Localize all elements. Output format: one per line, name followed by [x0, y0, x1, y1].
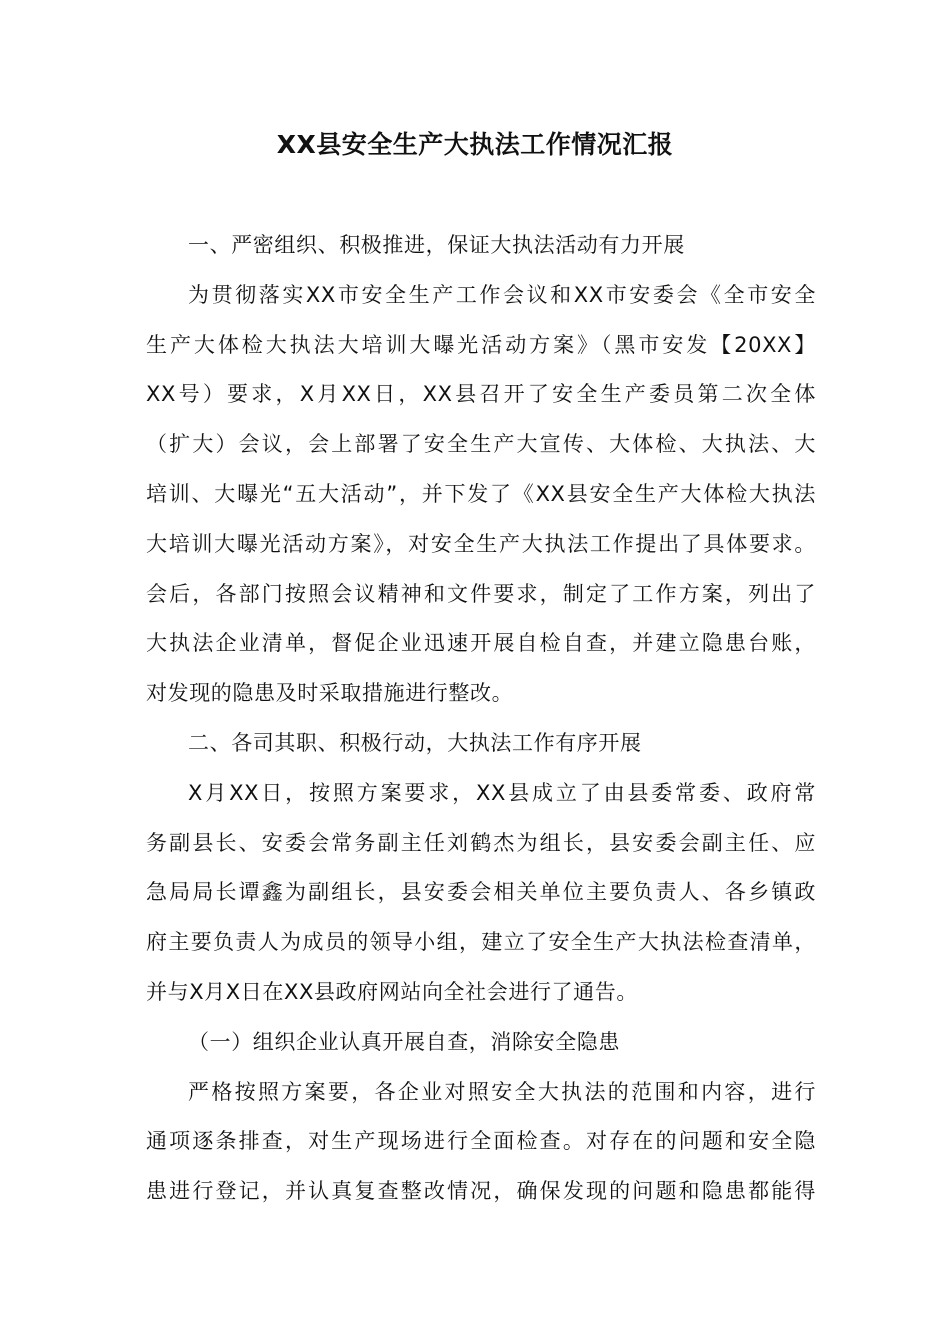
subsection-heading: （一）组织企业认真开展自查，消除安全隐患 — [188, 1029, 620, 1054]
paragraph-line: （扩大）会议，会上部署了安全生产大宣传、大体检、大执法、大 — [146, 432, 816, 457]
paragraph-line: 府主要负责人为成员的领导小组，建立了安全生产大执法检查清单， — [146, 930, 816, 955]
paragraph-line: 急局局长谭鑫为副组长，县安委会相关单位主要负责人、各乡镇政 — [146, 880, 816, 905]
section-heading: 一、严密组织、积极推进，保证大执法活动有力开展 — [188, 233, 685, 257]
paragraph-line: 大执法企业清单，督促企业迅速开展自检自查，并建立隐患台账， — [146, 631, 816, 656]
document-title: XX县安全生产大执法工作情况汇报 — [276, 130, 674, 159]
paragraph-line: 对发现的隐患及时采取措施进行整改。 — [146, 681, 514, 706]
paragraph-line: XX号）要求，X月XX日，XX县召开了安全生产委员第二次全体 — [146, 382, 816, 407]
paragraph-line: 严格按照方案要，各企业对照安全大执法的范围和内容，进行 — [188, 1079, 816, 1104]
paragraph-line: 大培训大曝光活动方案》，对安全生产大执法工作提出了具体要求。 — [146, 531, 816, 556]
paragraph-line: 为贯彻落实XX市安全生产工作会议和XX市安委会《全市安全 — [188, 282, 816, 307]
paragraph-line: 并与X月X日在XX县政府网站向全社会进行了通告。 — [146, 979, 638, 1004]
paragraph-line: 患进行登记，并认真复查整改情况，确保发现的问题和隐患都能得 — [146, 1179, 816, 1204]
paragraph-line: 会后，各部门按照会议精神和文件要求，制定了工作方案，列出了 — [146, 581, 816, 606]
paragraph-line: 务副县长、安委会常务副主任刘鹤杰为组长，县安委会副主任、应 — [146, 830, 816, 855]
paragraph-line: 培训、大曝光“五大活动”，并下发了《XX县安全生产大体检大执法 — [146, 481, 816, 506]
document-body — [146, 221, 816, 1217]
paragraph-line: 通项逐条排查，对生产现场进行全面检查。对存在的问题和安全隐 — [146, 1129, 816, 1154]
paragraph-line: 生产大体检大执法大培训大曝光活动方案》（黑市安发【20XX】 — [146, 332, 816, 357]
paragraph-line: X月XX日，按照方案要求，XX县成立了由县委常委、政府常 — [188, 780, 816, 805]
section-heading: 二、各司其职、积极行动，大执法工作有序开展 — [188, 730, 642, 755]
